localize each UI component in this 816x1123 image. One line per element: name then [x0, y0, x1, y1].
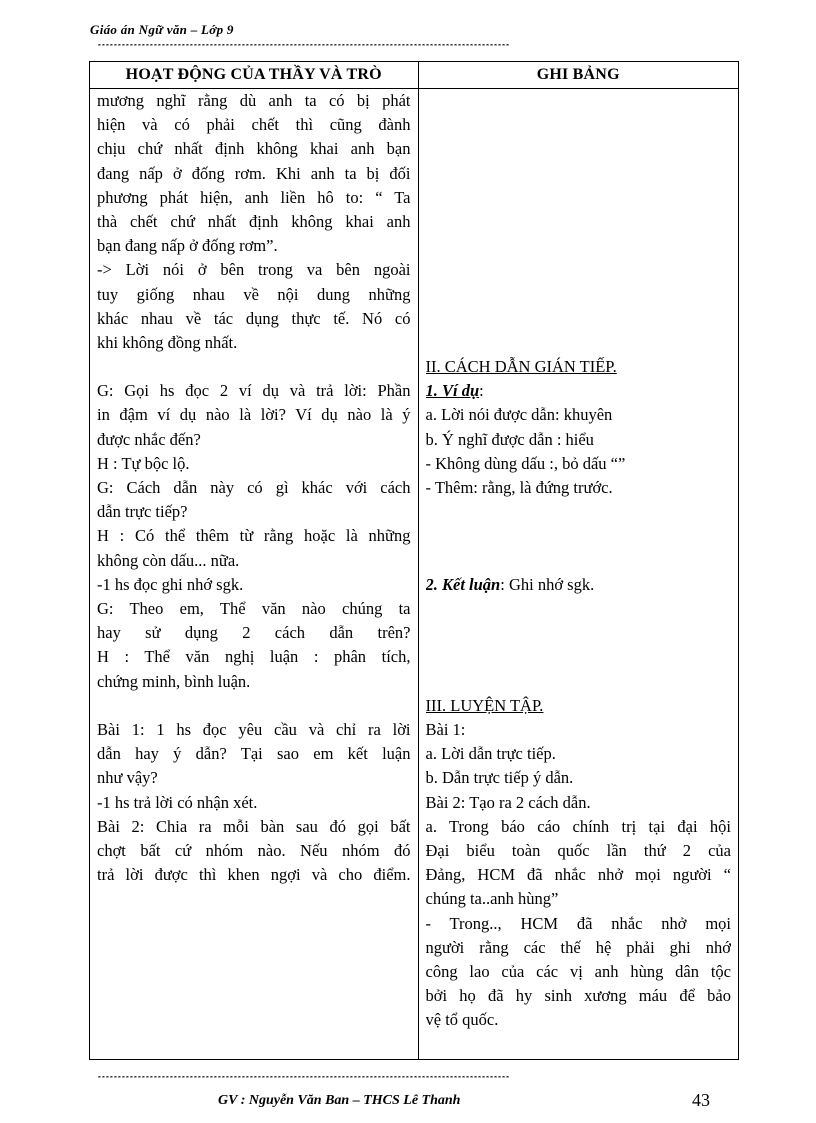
list-item: người rằng các thế hệ phải ghi nhớ — [425, 937, 731, 957]
vidu-label: 1. Ví dụ — [425, 381, 480, 401]
table-body-row — [90, 89, 739, 1060]
list-item: được nhắc đến? — [97, 429, 201, 449]
list-item: G: Cách dẫn này có gì khác với cách — [97, 478, 411, 498]
list-item: a. Lời dẫn trực tiếp. — [425, 744, 556, 764]
list-item: thà chết chứ nhất định không khai anh — [97, 211, 411, 231]
list-item: a. Lời nói được dẫn: khuyên — [425, 405, 613, 425]
col-left-header: HOẠT ĐỘNG CỦA THẦY VÀ TRÒ — [90, 62, 419, 89]
list-item: H : Thể văn nghị luận : phân tích, — [97, 647, 411, 667]
list-item: - Trong.., HCM đã nhắc nhở mọi — [425, 913, 731, 933]
list-item: G: Gọi hs đọc 2 ví dụ và trả lời: Phần — [97, 381, 411, 401]
list-item: như vậy? — [97, 768, 158, 788]
list-item: phương phát hiện, anh liền hô to: “ Ta — [97, 187, 411, 207]
list-item: Bài 1: 1 hs đọc yêu cầu và chỉ ra lời — [97, 720, 411, 739]
footer-divider: ******************************************************************************************************* — [97, 1076, 510, 1084]
list-item: bởi họ đã hy sinh xương máu để bảo — [425, 986, 731, 1006]
list-item: -1 hs trả lời có nhận xét. — [97, 792, 258, 812]
list-item: Bài 1: — [425, 719, 466, 739]
list-item: Bài 2: Tạo ra 2 cách dẫn. — [425, 792, 591, 812]
table-header-row — [90, 62, 739, 89]
footer-author: GV : Nguyễn Văn Ban – THCS Lê Thanh — [218, 1093, 461, 1108]
list-item: H : Tự bộc lộ. — [97, 453, 190, 473]
right-column-cell — [418, 89, 739, 1060]
list-item: - Thêm: rằng, là đứng trước. — [425, 478, 613, 498]
list-item: -1 hs đọc ghi nhớ sgk. — [97, 574, 244, 594]
list-item: dẫn hay ý dẫn? Tại sao em kết luận — [97, 744, 411, 764]
list-item: - Không dùng dấu :, bỏ dấu “” — [425, 453, 626, 473]
ketluan-text: : Ghi nhớ sgk. — [500, 574, 595, 594]
list-item: không còn dấu... nữa. — [97, 550, 240, 570]
list-item: công lao của các vị anh hùng dân tộc — [425, 961, 731, 981]
teacher-student-activities — [90, 89, 418, 887]
ketluan-heading — [426, 573, 732, 597]
list-item: b. Dẫn trực tiếp ý dẫn. — [425, 768, 574, 788]
list-item: khi không đồng nhất. — [97, 332, 238, 352]
page-number: 43 — [692, 1090, 710, 1110]
lesson-table — [89, 61, 739, 1060]
vidu-colon: : — [479, 381, 484, 401]
left-column-cell — [90, 89, 419, 1060]
list-item: đang nấp ở đống rơm. Khi anh ta bị đối — [97, 163, 411, 183]
section-3-title: III. LUYỆN TẬP. — [425, 695, 544, 715]
list-item: H : Có thể thêm từ rằng hoặc là những — [97, 526, 411, 546]
list-item: Đại biểu toàn quốc lần thứ 2 của — [425, 840, 731, 860]
list-item — [97, 355, 411, 379]
list-item: trả lời được thì khen ngợi và cho điểm. — [97, 865, 411, 885]
list-item: a. Trong báo cáo chính trị tại đại hội — [425, 816, 731, 836]
list-item: hiện và có phải chết thì cũng đành — [97, 115, 411, 135]
col-right-header: GHI BẢNG — [418, 62, 739, 89]
header-divider: ******************************************************************************************************* — [97, 44, 510, 52]
list-item: hay sử dụng 2 cách dẫn trên? — [97, 623, 411, 643]
list-item: dẫn trực tiếp? — [97, 502, 188, 522]
list-item: chịu chứ nhất định không khai anh bạn — [97, 139, 411, 159]
list-item: Đảng, HCM đã nhắc nhở mọi người “ — [425, 865, 731, 885]
vidu-heading — [426, 379, 732, 403]
list-item: Bài 2: Chia ra mỗi bàn sau đó gọi bất — [97, 816, 411, 836]
list-item — [97, 694, 411, 718]
header-title: Giáo án Ngữ văn – Lớp 9 — [90, 22, 234, 37]
list-item: in đậm ví dụ nào là lời? Ví dụ nào là ý — [97, 405, 411, 425]
list-item: -> Lời nói ở bên trong va bên ngoài — [97, 260, 411, 280]
list-item: khác nhau về tác dụng thực tế. Nó có — [97, 308, 411, 328]
list-item: chúng ta..anh hùng” — [425, 889, 559, 909]
ketluan-label: 2. Kết luận — [425, 574, 501, 594]
list-item: bạn đang nấp ở đống rơm”. — [97, 236, 278, 256]
list-item: G: Theo em, Thể văn nào chúng ta — [97, 599, 411, 619]
list-item: b. Ý nghĩ được dẫn : hiểu — [425, 429, 594, 449]
board-notes — [419, 89, 739, 1032]
list-item: vệ tổ quốc. — [425, 1010, 499, 1030]
section-2-title: II. CÁCH DẪN GIÁN TIẾP. — [425, 357, 617, 376]
list-item: mương nghĩ rằng dù anh ta có bị phát — [97, 91, 411, 110]
list-item: chứng minh, bình luận. — [97, 671, 251, 691]
list-item: tuy giống nhau về nội dung những — [97, 284, 411, 304]
list-item: chợt bất cứ nhóm nào. Nếu nhóm đó — [97, 840, 411, 860]
